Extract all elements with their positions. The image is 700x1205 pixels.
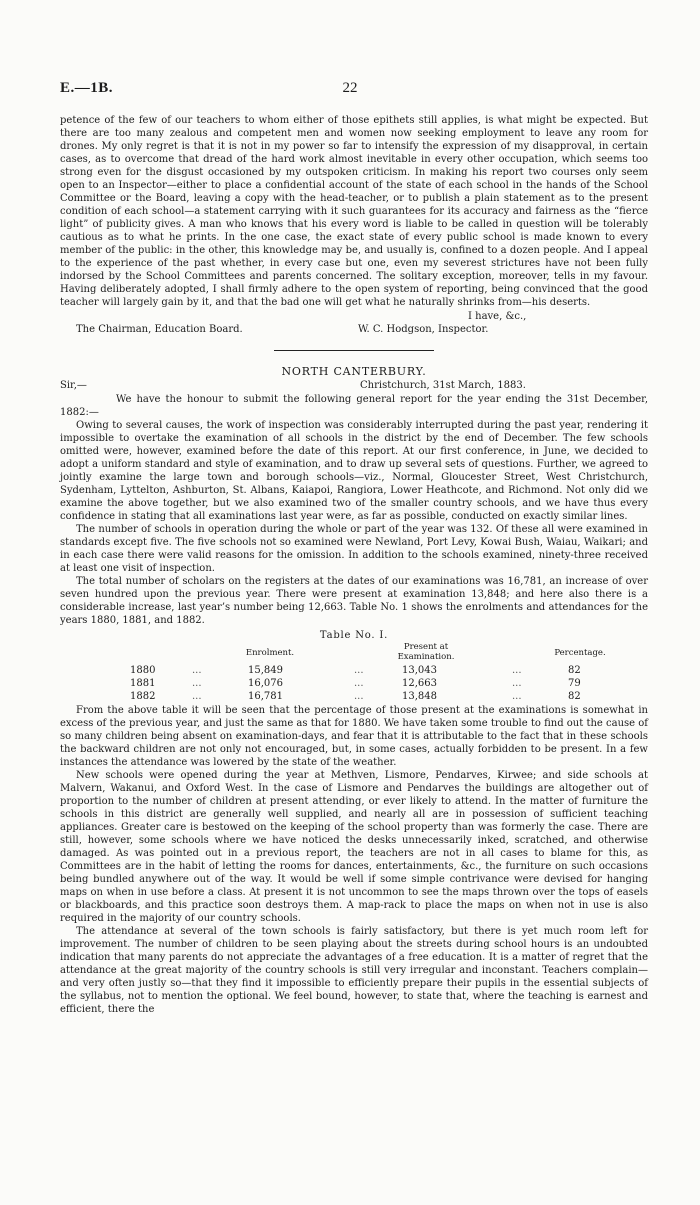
- column-header-enrolment: Enrolment.: [245, 648, 295, 658]
- table-title: Table No. I.: [319, 630, 389, 641]
- cell-percentage: 79: [568, 678, 581, 689]
- report-paragraph: Owing to several causes, the work of inspection was considerably interrupted during the past year, rendering it impossible to overtake the examination of all schools in the district by the end of December. The few schools omitted were, however, examined before the date of this report. At our first conference, in June, we decided to adopt a uniform standard and style of examination, and to draw up several sets of questions. Further, we agreed to jointly examine the large town and borough schools—viz., Normal, Gloucester Street, West Christchurch, Sydenham, Lyttelton, Ashburton, St. Albans, Kaiapoi, Rangiora, Lower Heathcote, and Richmond. Not only did we examine the above together, but we also examined two of the smaller country schools, and we have thus every confidence in stating that all examinations last year were, as far as possible, conducted on exactly similar lines.: [60, 420, 648, 522]
- leader-dots: ...: [512, 678, 522, 689]
- leader-dots: ...: [192, 678, 202, 689]
- column-header-present: Present at Examination.: [397, 642, 455, 662]
- report-paragraph: The attendance at several of the town schools is fairly satisfactory, but there is yet much room left for improvement. The number of children to be seen playing about the streets during school hours is an undoubted indication that many parents do not appreciate the advantages of a free education. It is a matter of regret that the attendance at the great majority of the country schools is still very irregular and inconstant. Teachers complain—and very often justly so—that they find it impossible to efficiently prepare their pupils in the essential subjects of the syllabus, not to mention the optional. We feel bound, however, to state that, where the teaching is earnest and efficient, there the: [60, 926, 648, 1015]
- report-paragraph: The total number of scholars on the registers at the dates of our examinations was 16,781, an increase of over seven hundred upon the previous year. There were present at examination 13,848; and here also there is a considerable increase, last year’s number being 12,663. Table No. 1 shows the enrolments and attendances for the years 1880, 1881, and 1882.: [60, 576, 648, 626]
- cell-percentage: 82: [568, 665, 581, 676]
- place-date: Christchurch, 31st March, 1883.: [360, 380, 526, 391]
- cell-percentage: 82: [568, 691, 581, 702]
- leader-dots: ...: [192, 665, 202, 676]
- cell-year: 1881: [130, 678, 156, 689]
- cell-present: 13,848: [402, 691, 437, 702]
- cell-enrolment: 16,076: [248, 678, 283, 689]
- signoff-row: [60, 323, 648, 337]
- leader-dots: ...: [354, 665, 364, 676]
- section-divider: [274, 350, 434, 351]
- cell-present: 13,043: [402, 665, 437, 676]
- cell-present: 12,663: [402, 678, 437, 689]
- column-header-percentage: Percentage.: [554, 648, 606, 658]
- cell-enrolment: 16,781: [248, 691, 283, 702]
- document-reference: E.—1B.: [60, 80, 114, 96]
- page-number: 22: [342, 80, 358, 96]
- signature: W. C. Hodgson, Inspector.: [358, 324, 489, 335]
- carryover-paragraph: petence of the few of our teachers to whom either of those epithets still applies, is what might be expected. But there are too many zealous and competent men and women now seeking employment to leave any room for drones. My only regret is that it is not in my power so far to intensify the expression of my disapproval, in certain cases, as to overcome that dread of the hard work almost inevitable in every other occupation, which seems too strong even for the disgust occasioned by my outspoken criticism. In making his report two courses only seem open to an Inspector—either to place a confidential account of the state of each school in the hands of the School Committee or the Board, leaving a copy with the head-teacher, or to publish a plain statement as to the present condition of each school—a statement carrying with it such guarantees for its accuracy and fairness as the “fierce light” of publicity gives. A man who knows that his every word is liable to be called in question will be tolerably cautious as to what he prints. In the one case, the exact state of every public school is made known to every member of the public: in the other, this knowledge may be, and usually is, confined to a dozen people. And I appeal to the experience of the past whether, in every case but one, even my severest strictures have not been fully indorsed by the School Committees and parents concerned. The solitary exception, moreover, tells in my favour. Having deliberately adopted, I shall firmly adhere to the open system of reporting, being convinced that the good teacher will largely gain by it, and that the bad one will get what he naturally shrinks from—his deserts.: [60, 115, 648, 308]
- cell-year: 1882: [130, 691, 156, 702]
- section-title: NORTH CANTERBURY.: [281, 365, 427, 378]
- report-paragraph: New schools were opened during the year at Methven, Lismore, Pendarves, Kirwee; and side schools at Malvern, Wakanui, and Oxford West. In the case of Lismore and Pendarves the buildings are altogether out of proportion to the number of children at present attending, or ever likely to attend. In the matter of furniture the schools in this district are generally well supplied, and nearly all are in possession of sufficient teaching appliances. Greater care is bestowed on the keeping of the school property than was formerly the case. There are still, however, some schools where we have noticed the desks unnecessarily inked, scratched, and otherwise damaged. As was pointed out in a previous report, the teachers are not in all cases to blame for this, as Committees are in the habit of letting the rooms for dances, entertainments, &c., the furniture on such occasions being bundled anywhere out of the way. It would be well if some simple contrivance were devised for hanging maps on when in use before a class. At present it is not uncommon to see the maps thrown over the tops of easels or blackboards, and this practice soon destroys them. A map-rack to place the maps on when not in use is also required in the majority of our country schools.: [60, 770, 648, 924]
- closing-line: I have, &c.,: [468, 311, 527, 322]
- enrolment-table: [60, 642, 648, 704]
- salutation: Sir,—: [60, 380, 87, 391]
- running-header: [60, 82, 640, 102]
- leader-dots: ...: [192, 691, 202, 702]
- leader-dots: ...: [354, 678, 364, 689]
- leader-dots: ...: [512, 691, 522, 702]
- addressee: The Chairman, Education Board.: [76, 324, 243, 335]
- leader-dots: ...: [354, 691, 364, 702]
- cell-year: 1880: [130, 665, 156, 676]
- page-body: [60, 114, 648, 1016]
- cell-enrolment: 15,849: [248, 665, 283, 676]
- report-paragraph: From the above table it will be seen that the percentage of those present at the examinations is somewhat in excess of the previous year, and just the same as that for 1880. We have taken some trouble to find out the cause of so many children being absent on examination-days, and fear that it is attributable to the fact that in these schools the backward children are not only not encouraged, but, in some cases, actually forbidden to be present. In a few instances the attendance was lowered by the state of the weather.: [60, 705, 648, 768]
- leader-dots: ...: [512, 665, 522, 676]
- opening-paragraph: We have the honour to submit the following general report for the year ending the 31st December, 1882:—: [60, 394, 648, 418]
- report-paragraph: The number of schools in operation during the whole or part of the year was 132. Of these all were examined in standards except five. The five schools not so examined were Newland, Port Levy, Kowai Bush, Waiau, Waikari; and in each case there were valid reasons for the omission. In addition to the schools examined, ninety-three received at least one visit of inspection.: [60, 524, 648, 574]
- salutation-row: [60, 379, 648, 393]
